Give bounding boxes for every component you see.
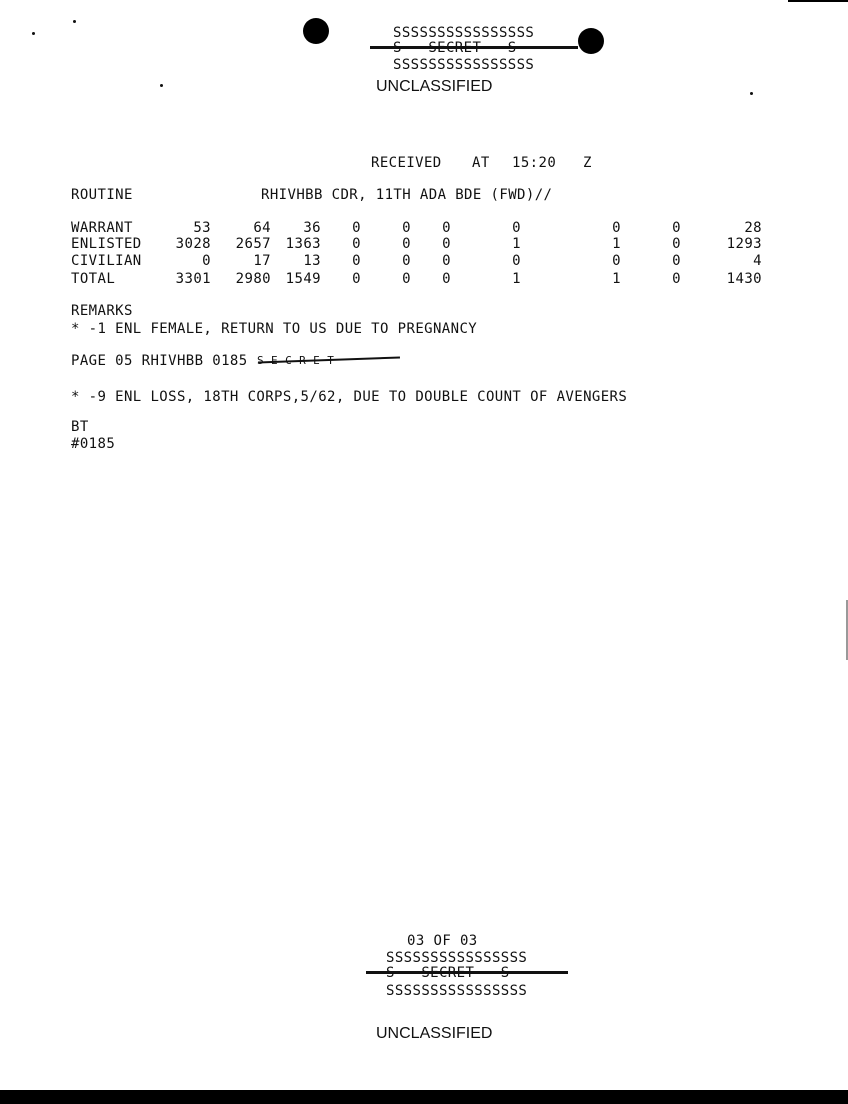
table-cell: 1293 — [726, 236, 762, 252]
table-cell: 1430 — [726, 271, 762, 287]
table-cell: 0 — [442, 253, 451, 269]
routing-address: RHIVHBB CDR, 11TH ADA BDE (FWD)// — [261, 187, 553, 203]
page-line: PAGE 05 RHIVHBB 0185 — [71, 353, 248, 369]
table-cell: 3301 — [175, 271, 211, 287]
table-cell: 4 — [753, 253, 762, 269]
header-banner-top: SSSSSSSSSSSSSSSS — [393, 25, 535, 41]
scan-edge — [788, 0, 848, 2]
scan-speck — [73, 20, 76, 23]
header-classification: UNCLASSIFIED — [376, 78, 493, 95]
trailer-msg-number: #0185 — [71, 436, 116, 452]
table-cell: 0 — [352, 236, 361, 252]
table-cell: 0 — [442, 271, 451, 287]
table-cell: 0 — [612, 220, 621, 236]
table-cell: 13 — [303, 253, 321, 269]
footer-banner-bottom: SSSSSSSSSSSSSSSS — [386, 983, 528, 999]
table-row-label: TOTAL — [71, 271, 116, 287]
table-cell: 0 — [402, 271, 411, 287]
table-cell: 1549 — [285, 271, 321, 287]
punch-hole-right — [578, 28, 604, 54]
table-cell: 1 — [512, 271, 521, 287]
table-cell: 0 — [512, 253, 521, 269]
routing-precedence: ROUTINE — [71, 187, 133, 203]
table-cell: 0 — [612, 253, 621, 269]
table-cell: 2980 — [235, 271, 271, 287]
header-banner-bottom: SSSSSSSSSSSSSSSS — [393, 57, 535, 73]
table-cell: 0 — [672, 236, 681, 252]
remarks-line-2: * -9 ENL LOSS, 18TH CORPS,5/62, DUE TO DOUBLE COUNT OF AVENGERS — [71, 389, 628, 405]
scan-speck — [750, 92, 753, 95]
table-cell: 64 — [253, 220, 271, 236]
table-row-label: CIVILIAN — [71, 253, 142, 269]
table-row-label: WARRANT — [71, 220, 133, 236]
scan-speck — [160, 84, 163, 87]
remarks-title: REMARKS — [71, 303, 133, 319]
scan-bottom-edge — [0, 1090, 848, 1104]
table-cell: 2657 — [235, 236, 271, 252]
footer-page-count: 03 OF 03 — [407, 933, 478, 949]
trailer-bt: BT — [71, 419, 89, 435]
received-at: AT — [472, 155, 490, 171]
received-time: 15:20 — [512, 155, 557, 171]
table-cell: 0 — [402, 236, 411, 252]
table-cell: 0 — [352, 253, 361, 269]
table-cell: 0 — [672, 271, 681, 287]
footer-strike-line — [366, 971, 568, 974]
table-cell: 0 — [402, 220, 411, 236]
footer-classification: UNCLASSIFIED — [376, 1025, 493, 1042]
received-zone: Z — [583, 155, 592, 171]
header-strike-line — [370, 46, 578, 49]
table-cell: 1363 — [285, 236, 321, 252]
table-row-label: ENLISTED — [71, 236, 142, 252]
table-cell: 1 — [512, 236, 521, 252]
table-cell: 53 — [193, 220, 211, 236]
table-cell: 0 — [672, 220, 681, 236]
table-cell: 28 — [744, 220, 762, 236]
table-cell: 0 — [402, 253, 411, 269]
table-cell: 0 — [442, 220, 451, 236]
table-cell: 0 — [672, 253, 681, 269]
table-cell: 0 — [202, 253, 211, 269]
scan-speck — [32, 32, 35, 35]
table-cell: 36 — [303, 220, 321, 236]
table-cell: 3028 — [175, 236, 211, 252]
footer-banner-top: SSSSSSSSSSSSSSSS — [386, 950, 528, 966]
remarks-line-1: * -1 ENL FEMALE, RETURN TO US DUE TO PREGNANCY — [71, 321, 478, 337]
table-cell: 1 — [612, 271, 621, 287]
punch-hole-left — [303, 18, 329, 44]
table-cell: 0 — [352, 271, 361, 287]
table-cell: 0 — [512, 220, 521, 236]
table-cell: 0 — [352, 220, 361, 236]
table-cell: 17 — [253, 253, 271, 269]
table-cell: 1 — [612, 236, 621, 252]
received-label: RECEIVED — [371, 155, 442, 171]
table-cell: 0 — [442, 236, 451, 252]
